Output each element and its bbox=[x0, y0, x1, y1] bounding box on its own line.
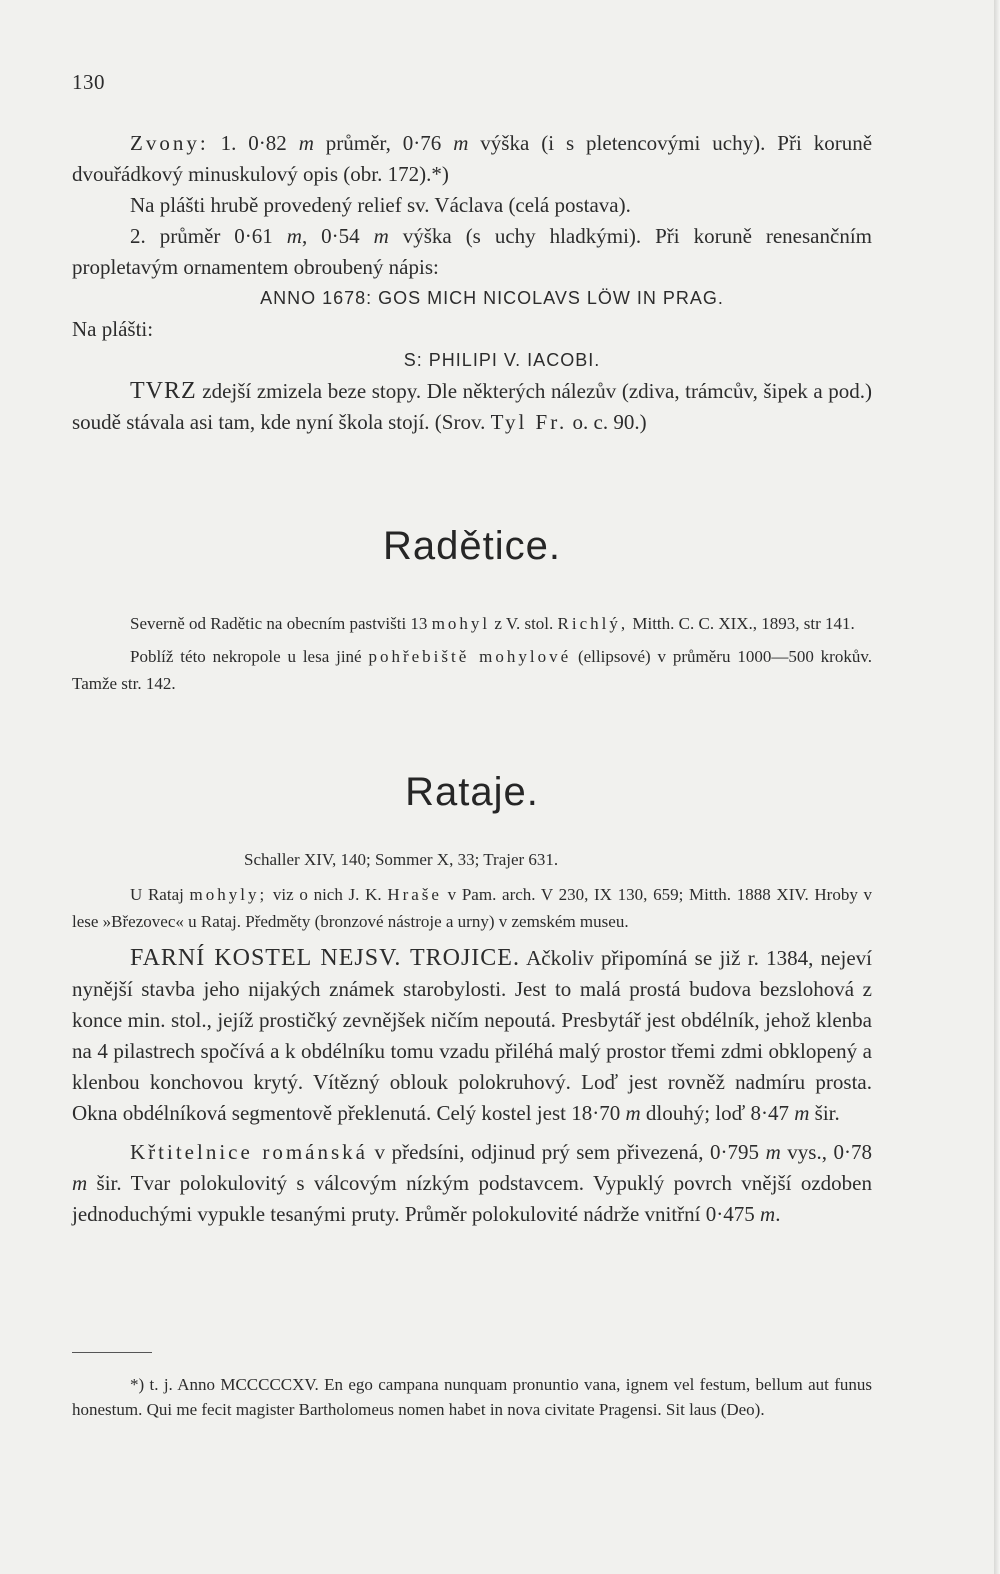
tvrz-paragraph: TVRZ zdejší zmizela beze stopy. Dle některých nálezův (zdiva, trámcův, šipek a pod.) soudě stávala asi tam, kde nyní škola stojí. (Srov. Tyl Fr. o. c. 90.) bbox=[72, 378, 872, 434]
radetice-section bbox=[72, 610, 872, 697]
footnote bbox=[72, 1372, 872, 1422]
rataje-section bbox=[72, 846, 872, 1230]
zvony-lead: Zvony: bbox=[130, 131, 209, 155]
na-plasti-label: Na plášti: bbox=[72, 317, 154, 341]
footnote-divider bbox=[72, 1352, 152, 1353]
kostel-lead: FARNÍ KOSTEL NEJSV. TROJICE. bbox=[130, 945, 520, 971]
rataje-krtitelnice: Křtitelnice románská v předsíni, odjinud prý sem přivezená, 0·795 m vys., 0·78 m šir. Tvar polokulovitý s válcovým nízkým podstavcem. Vypuklý povrch vnější ozdoben jednoduchými vypukle tesanými pruty. Průměr polokulovité nádrže vnitřní 0·475 m. bbox=[72, 1140, 873, 1226]
rataje-mohyly: U Rataj mohyly; viz o nich J. K. Hraše v Pam. arch. V 230, IX 130, 659; Mitth. 1888 XIV. Hroby v lese »Březovec« u Rataj. Předměty (bronzové nástroje a urny) v zemském museu. bbox=[72, 885, 873, 931]
heading-radetice: Radětice. bbox=[383, 524, 561, 568]
rataje-kostel: FARNÍ KOSTEL NEJSV. TROJICE. Ačkoliv připomíná se již r. 1384, nejeví nynější stavba jeho nijakých známek starobylosti. Jest to malá prostá budova bezslohová z konce min. stol., jejíž prostičký zevnějšek ničím nepoutá. Presbytář jest obdélník, jehož klenba na 4 pilastrech spočívá a k obdélníku tomu vzadu přiléhá malý prostor třemi zdmi obklopený a klenbou konchovou krytý. Vítězný oblouk polokruhový. Loď jest rovněž nadmíru prosta. Okna obdélníková segmentově překlenutá. Celý kostel jest 18·70 m dlouhý; loď 8·47 m šir. bbox=[72, 945, 872, 1125]
rataje-sources: Schaller XIV, 140; Sommer X, 33; Trajer 631. bbox=[244, 850, 559, 869]
zvony-bell-1: Zvony: 1. 0·82 m průměr, 0·76 m výška (i s pletencovými uchy). Při koruně dvouřádkový minuskulový opis (obr. 172).*) bbox=[72, 131, 873, 186]
page-number: 130 bbox=[72, 70, 105, 94]
tvrz-section bbox=[72, 376, 872, 438]
footnote-text: *) t. j. Anno MCCCCCXV. En ego campana nunquam pronuntio vana, ignem vel festum, bellum aut funus honestum. Qui me fecit magister Bartholomeus nomen habet in nova civitate Pragensi. Sit laus (Deo). bbox=[72, 1375, 872, 1419]
radetice-p1: Severně od Radětic na obecním pastvišti 13 mohyl z V. stol. Richlý, Mitth. C. C. XIX., 1893, str 141. bbox=[130, 614, 855, 633]
inscription-1: ANNO 1678: GOS MICH NICOLAVS LÖW IN PRAG. bbox=[260, 288, 724, 308]
footnote-mark: *) bbox=[130, 1375, 145, 1394]
zvony-bell-2: 2. průměr 0·61 m, 0·54 m výška (s uchy hladkými). Při koruně renesančním propletavým ornamentem obroubený nápis: bbox=[72, 224, 872, 279]
krtitelnice-lead: Křtitelnice románská bbox=[130, 1140, 368, 1164]
page-edge-shadow bbox=[994, 0, 1000, 1574]
heading-rataje: Rataje. bbox=[405, 770, 539, 814]
inscription-2: S: PHILIPI V. IACOBI. bbox=[403, 350, 601, 370]
radetice-p2: Poblíž této nekropole u lesa jiné pohřebiště mohylové (ellipsové) v průměru 1000—500 krokův. Tamže str. 142. bbox=[72, 647, 872, 693]
tvrz-lead: TVRZ bbox=[130, 378, 197, 404]
zvony-relief: Na plášti hrubě provedený relief sv. Václava (celá postava). bbox=[130, 193, 631, 217]
zvony-section bbox=[72, 128, 872, 376]
